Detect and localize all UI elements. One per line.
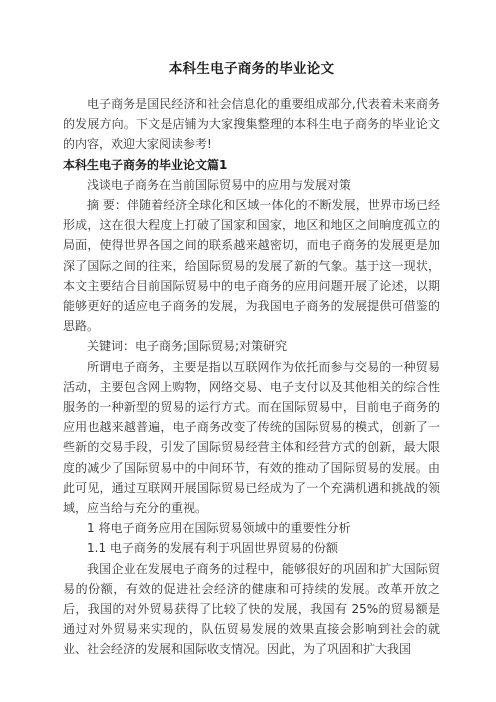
heading-1-1: 1.1 电子商务的发展有利于巩固世界贸易的份额 xyxy=(87,541,338,556)
intro-paragraph: 电子商务是国民经济和社会信息化的重要组成部分,代表着未来商务的发展方向。下文是店铺为大家搜集整理的本科生电子商务的毕业论文的内容，欢迎大家阅读参考! xyxy=(63,97,440,152)
article-title: 浅谈电子商务在当前国际贸易中的应用与发展对策 xyxy=(87,177,352,192)
document-title: 本科生电子商务的毕业论文 xyxy=(168,61,335,77)
heading-1: 1 将电子商务应用在国际贸易领域中的重要性分析 xyxy=(87,521,351,536)
paragraph-1-1: 我国企业在发展电子商务的过程中，能够很好的巩固和扩大国际贸易的份额，有效的促进社会经济的健康和可持续的发展。改革开放之后，我国的对外贸易获得了比较了快的发展，我国有 25%的贸易额是通过对外贸易来实现的，队伍贸易发展的效果直接会影响到社会的就业、社会经济的发展和国际收支情况。因此，为了巩固和扩大我国 xyxy=(63,561,440,657)
section-heading: 本科生电子商务的毕业论文篇1 xyxy=(63,157,228,172)
abstract-paragraph: 摘 要：伴随着经济全球化和区域一体化的不断发展，世界市场已经形成，这在很大程度上打破了国家和国家，地区和地区之间晌度孤立的局面，使得世界各国之间的联系越来越密切，而电子商务的发展更是加深了国际之间的往来，给国际贸易的发展了新的气象。基于这一现状，本文主要结合目前国际贸易中的电子商务的应用问题开展了论述，以期能够更好的适应电子商务的发展，为我国电子商务的发展提供可借鉴的思路。 xyxy=(63,198,440,334)
keywords-paragraph: 关键词：电子商务;国际贸易;对策研究 xyxy=(87,339,288,354)
body-paragraph: 所谓电子商务，主要是指以互联网作为依托而参与交易的一种贸易活动，主要包含网上购物，网络交易、电子支付以及其他相关的综合性服务的一种新型的贸易的运行方式。而在国际贸易中，目前电子商务的应用也越来越普遍，电子商务改变了传统的国际贸易的模式，创新了一些新的交易手段，引发了国际贸易经营主体和经营方式的创新，最大限度的减少了国际贸易中的中间环节，有效的推动了国际贸易的发展。由此可见，通过互联网开展国际贸易已经成为了一个充满机遇和挑战的领域，应当给与充分的重视。 xyxy=(63,359,440,516)
